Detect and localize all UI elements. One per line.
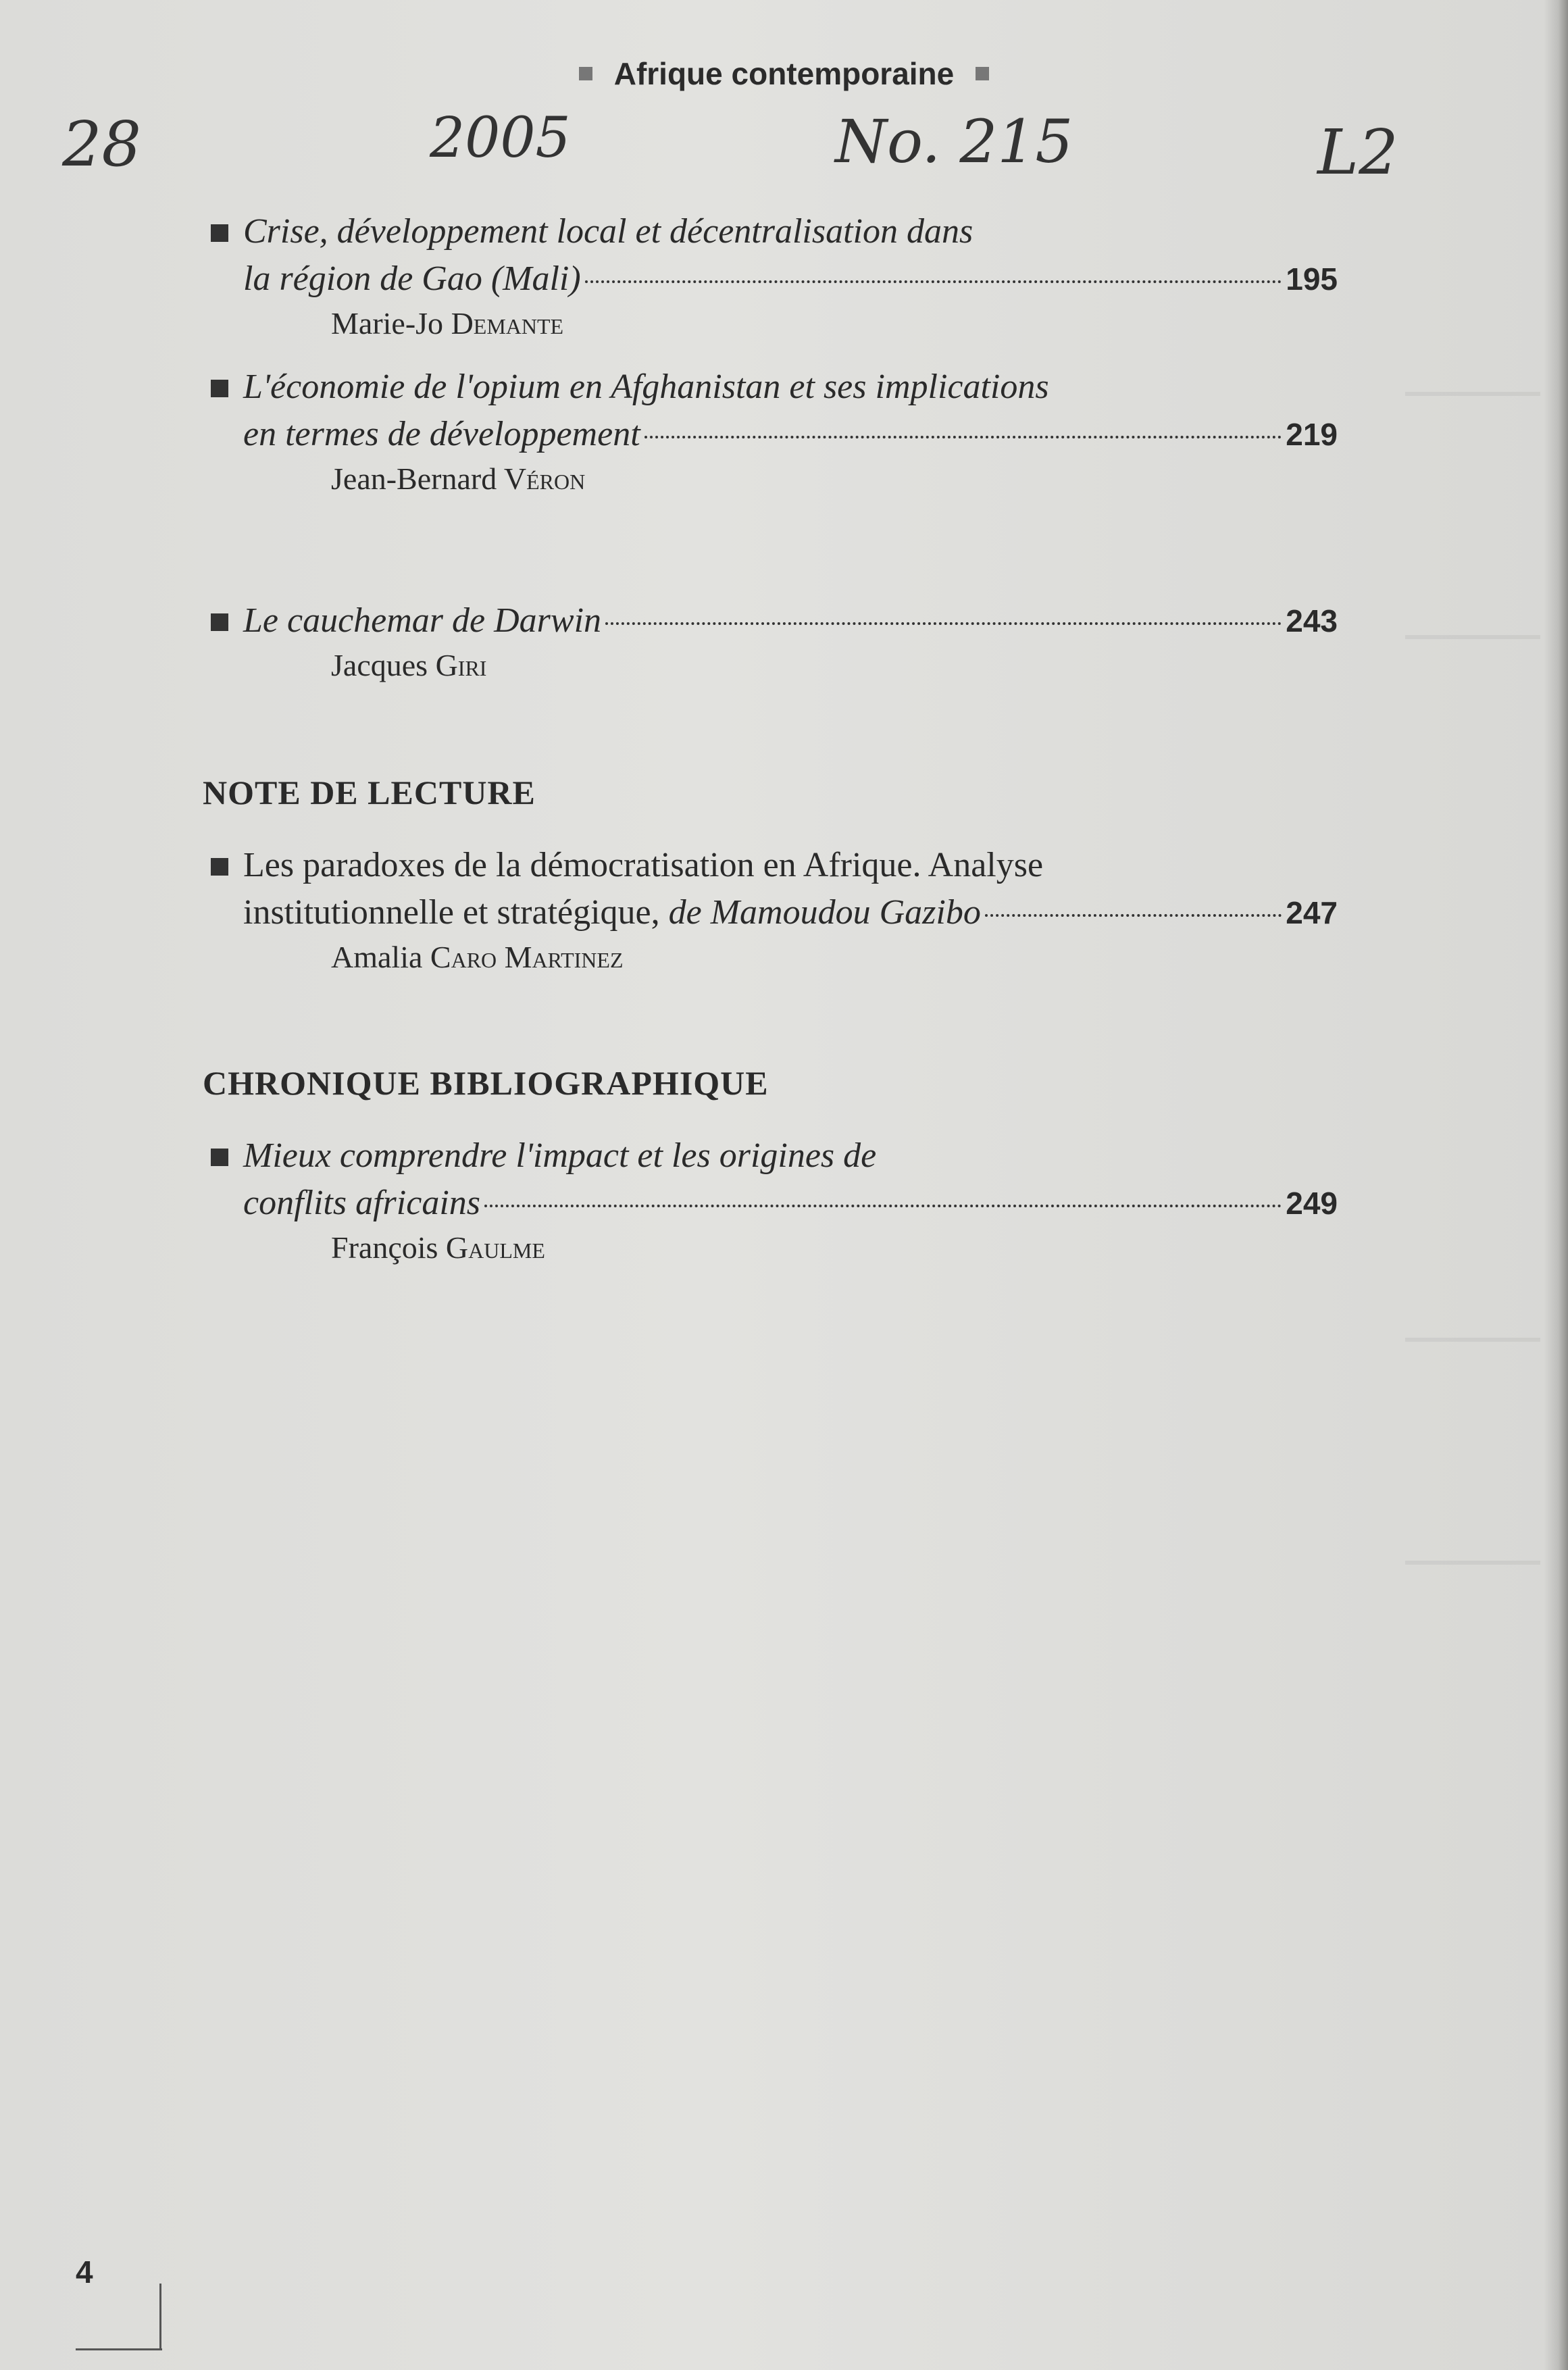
bleed-through-mark xyxy=(1405,635,1540,639)
bleed-through-mark xyxy=(1405,392,1540,396)
author-first-name: Marie-Jo xyxy=(331,306,444,341)
running-head xyxy=(0,55,1568,92)
entry-author xyxy=(243,458,1338,500)
leader-dots xyxy=(985,914,1282,917)
toc-entry xyxy=(243,208,1338,345)
section-heading-note-de-lecture: NOTE DE LECTURE xyxy=(203,774,536,811)
bullet-square xyxy=(211,224,228,242)
entry-title-row xyxy=(243,597,1338,645)
entry-title-line1: Crise, développement local et décentralisation dans xyxy=(243,212,973,251)
bleed-through-mark xyxy=(1405,1561,1540,1565)
entry-author xyxy=(243,645,1338,686)
entry-page-number: 195 xyxy=(1286,261,1338,297)
toc-entry xyxy=(243,363,1338,500)
entry-title-line2-row xyxy=(243,1180,1338,1227)
entry-title-italic: de Mamoudou Gazibo xyxy=(668,893,981,932)
folio-rule xyxy=(76,2348,162,2350)
entry-title-line2: la région de Gao (Mali) xyxy=(243,259,581,298)
author-first-name: Jacques xyxy=(331,648,428,682)
leader-dots xyxy=(585,280,1282,283)
entry-page-number: 249 xyxy=(1286,1186,1338,1221)
entry-title-line2-row xyxy=(243,411,1338,458)
toc-entry xyxy=(243,842,1338,978)
square-ornament-right xyxy=(976,67,989,80)
section-heading-chronique: CHRONIQUE BIBLIOGRAPHIQUE xyxy=(203,1064,769,1102)
author-last-name: Caro Martinez xyxy=(430,940,624,974)
entry-page-number: 243 xyxy=(1286,603,1338,638)
square-ornament-left xyxy=(579,67,592,80)
entry-title-line1: Mieux comprendre l'impact et les origines de xyxy=(243,1136,877,1175)
folio-rule-vertical xyxy=(159,2284,161,2348)
entry-title-line2-row xyxy=(243,889,1338,936)
leader-dots xyxy=(484,1205,1282,1207)
entry-author xyxy=(243,936,1338,978)
entry-author xyxy=(243,303,1338,345)
author-first-name: Amalia xyxy=(331,940,423,974)
entry-title-line2-row xyxy=(243,255,1338,303)
entry-title: Le cauchemar de Darwin xyxy=(243,601,602,640)
page-folio: 4 xyxy=(76,2254,93,2290)
leader-dots xyxy=(605,622,1282,625)
entry-page-number: 219 xyxy=(1286,417,1338,452)
handwritten-year: 2005 xyxy=(430,106,571,170)
author-last-name: Demante xyxy=(451,306,564,341)
entry-title-line2: en termes de développement xyxy=(243,415,640,453)
entry-author xyxy=(243,1227,1338,1269)
entry-title-line2: conflits africains xyxy=(243,1184,480,1222)
bullet-square xyxy=(211,613,228,631)
bleed-through-mark xyxy=(1405,1338,1540,1342)
running-head-text: Afrique contemporaine xyxy=(613,56,955,91)
bullet-square xyxy=(211,380,228,397)
bullet-square xyxy=(211,1149,228,1166)
leader-dots xyxy=(644,436,1282,438)
author-last-name: Giri xyxy=(435,648,487,682)
entry-title-line2 xyxy=(243,889,981,936)
author-last-name: Gaulme xyxy=(445,1230,545,1265)
handwritten-code-right: L2 xyxy=(1317,116,1398,188)
entry-title-line1: L'économie de l'opium en Afghanistan et ses implications xyxy=(243,368,1049,406)
author-first-name: François xyxy=(331,1230,438,1265)
page-edge-shadow xyxy=(1544,0,1568,2370)
author-last-name: Véron xyxy=(503,461,586,496)
toc-entry xyxy=(243,1132,1338,1269)
entry-title-plain: institutionnelle et stratégique, xyxy=(243,893,669,932)
author-first-name: Jean-Bernard xyxy=(331,461,497,496)
entry-title-line1: Les paradoxes de la démocratisation en Afrique. Analyse xyxy=(243,846,1044,884)
toc-entry xyxy=(243,597,1338,686)
handwritten-number-left: 28 xyxy=(62,108,142,180)
bullet-square xyxy=(211,858,228,876)
handwritten-issue: No. 215 xyxy=(835,107,1073,176)
entry-page-number: 247 xyxy=(1286,895,1338,930)
